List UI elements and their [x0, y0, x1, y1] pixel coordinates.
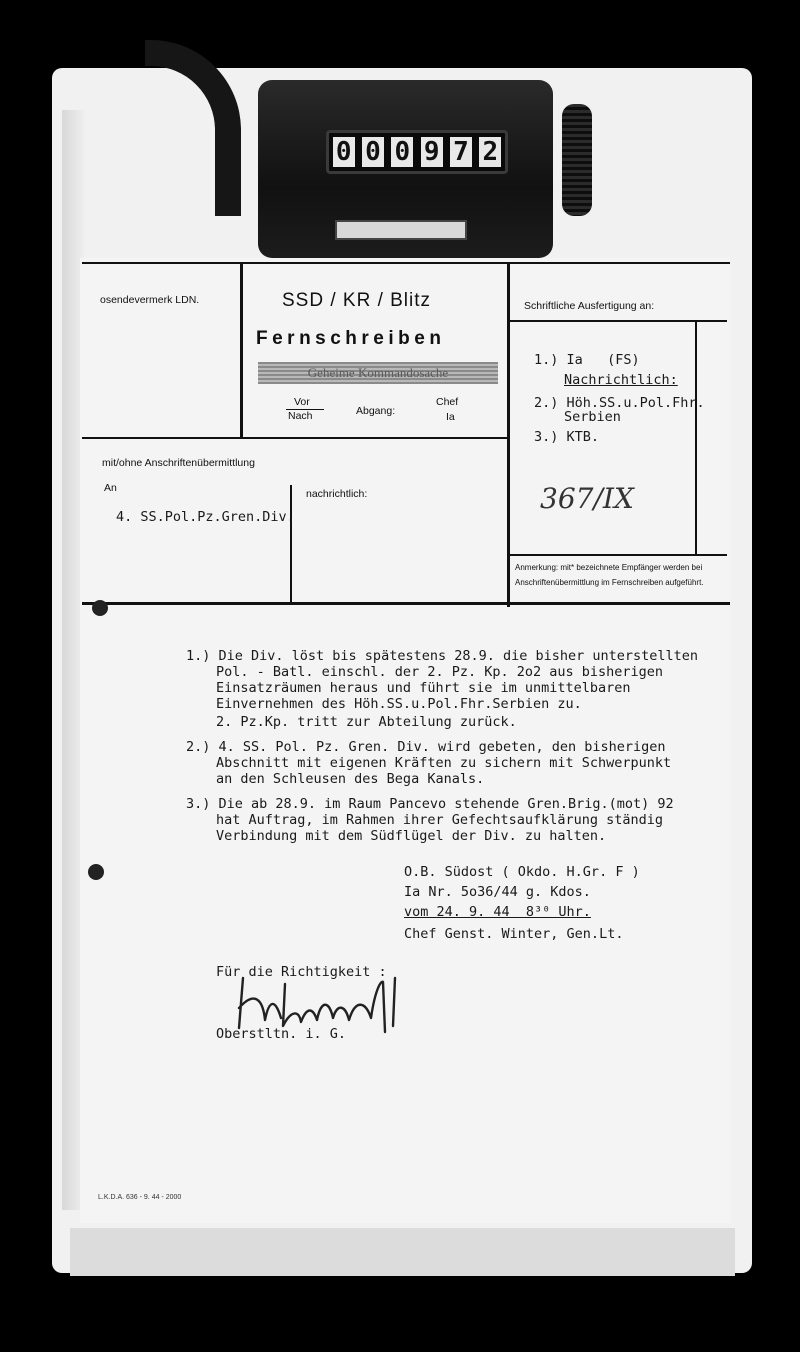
nachrichtlich-label: nachrichtlich: [306, 488, 368, 500]
vor-label: Vor [294, 396, 310, 408]
counter-digit: 0 [333, 137, 355, 167]
counter-digit: 0 [391, 137, 413, 167]
classification-stamp: Geheime Kommandosache [258, 362, 498, 384]
anmerkung-line-1: Anmerkung: mit* bezeichnete Empfänger werden bei [515, 563, 703, 572]
sender-line: Chef Genst. Winter, Gen.Lt. [404, 926, 624, 942]
form-bottom-line [82, 602, 730, 605]
body-line: Pol. - Batl. einschl. der 2. Pz. Kp. 2o2 aus bisherigen [216, 664, 664, 680]
body-line: an den Schleusen des Bega Kanals. [216, 771, 485, 787]
ssd-line: SSD / KR / Blitz [282, 290, 432, 311]
form-divider [507, 320, 727, 322]
distribution-line: Serbien [564, 409, 621, 425]
richtigkeit-line: Für die Richtigkeit : [216, 964, 387, 980]
body-line: 2. Pz.Kp. tritt zur Abteilung zurück. [216, 714, 517, 730]
body-line: 2.) 4. SS. Pol. Pz. Gren. Div. wird gebeten, den bisherigen [186, 739, 666, 755]
counter-digit: 0 [362, 137, 384, 167]
anmerkung-line-2: Anschriftenübermittlung im Fernschreiben aufgeführt. [515, 578, 704, 587]
schriftliche-label: Schriftliche Ausfertigung an: [524, 300, 655, 312]
counter-cable [145, 40, 241, 216]
rank-line: Oberstltn. i. G. [216, 1026, 347, 1042]
punch-hole [92, 600, 108, 616]
chef-label: Chef [436, 396, 459, 408]
nach-label: Nach [288, 410, 313, 422]
body-line: 1.) Die Div. löst bis spätestens 28.9. die bisher unterstellten [186, 648, 699, 664]
sender-line: Ia Nr. 5o36/44 g. Kdos. [404, 884, 591, 900]
distribution-line: 1.) Ia (FS) [534, 352, 640, 368]
body-line: Einvernehmen des Höh.SS.u.Pol.Fhr.Serbien zu. [216, 696, 582, 712]
counter-digit: 9 [421, 137, 443, 167]
form-divider [507, 554, 727, 556]
handwritten-number: 367/IX [540, 482, 634, 515]
body-line: hat Auftrag, im Rahmen ihrer Gefechtsaufklärung ständig [216, 812, 664, 828]
form-title: Fernschreiben [256, 328, 446, 349]
an-label: An [104, 482, 117, 494]
sender-line: O.B. Südost ( Okdo. H.Gr. F ) [404, 864, 640, 880]
abgang-label: Abgang: [356, 405, 396, 417]
form-footer: L.K.D.A. 636 - 9. 44 - 2000 [98, 1194, 182, 1201]
counter-digit: 7 [450, 137, 472, 167]
ia-label: Ia [446, 411, 455, 423]
body-line: Einsatzräumen heraus und führt sie im unmittelbaren [216, 680, 631, 696]
punch-hole [88, 864, 104, 880]
body-line: Abschnitt mit eigenen Kräften zu sichern mit Schwerpunkt [216, 755, 672, 771]
form-divider [82, 437, 507, 439]
form-divider [240, 262, 243, 438]
sendevermerk-label: osendevermerk LDN. [100, 294, 200, 306]
body-line: 3.) Die ab 28.9. im Raum Pancevo stehende Gren.Brig.(mot) 92 [186, 796, 674, 812]
form-divider [695, 320, 697, 555]
mit-ohne-label: mit/ohne Anschriftenübermittlung [102, 457, 255, 469]
form-divider [290, 485, 292, 603]
distribution-line: 3.) KTB. [534, 429, 600, 445]
paper-bottom-strip [70, 1228, 735, 1276]
recipient-text: 4. SS.Pol.Pz.Gren.Div. [116, 509, 295, 525]
distribution-line: Nachrichtlich: [564, 372, 678, 388]
distribution-line: 2.) Höh.SS.u.Pol.Fhr. [534, 395, 705, 411]
body-line: Verbindung mit dem Südflügel der Div. zu halten. [216, 828, 607, 844]
counter-knob [562, 104, 592, 216]
sender-line: vom 24. 9. 44 8³⁰ Uhr. [404, 904, 591, 920]
counter-window [326, 130, 508, 174]
counter-digit: 2 [479, 137, 501, 167]
counter-slot [335, 220, 467, 240]
form-top-line [82, 262, 730, 264]
